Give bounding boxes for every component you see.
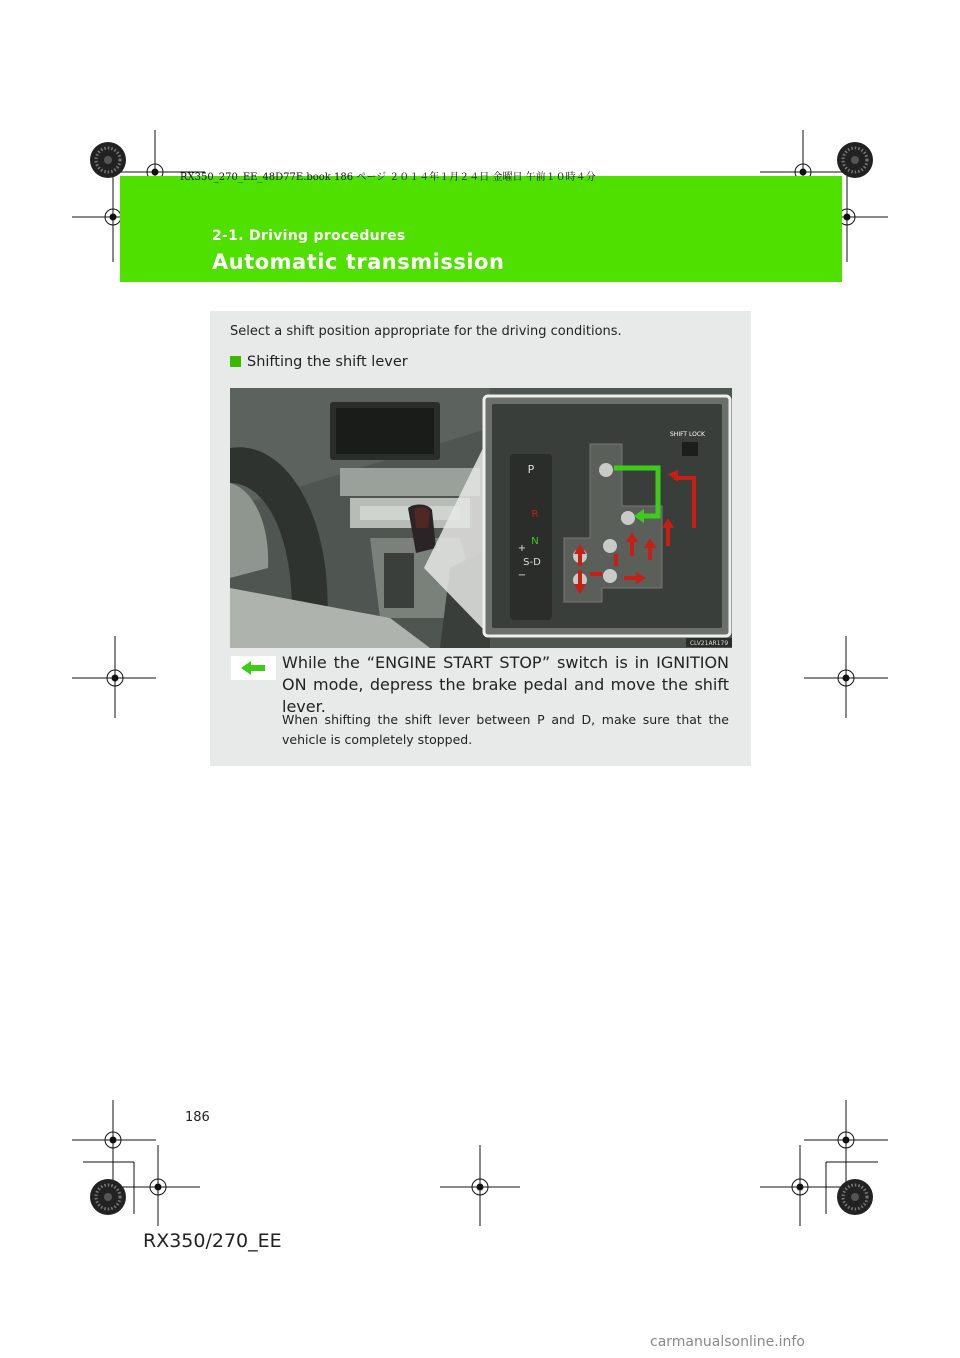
starburst-dial-br xyxy=(837,1179,873,1215)
subheading xyxy=(230,354,408,370)
starburst-dial-tl xyxy=(90,142,126,178)
gate-label-n: N xyxy=(531,536,539,547)
starburst-dial-tr xyxy=(837,142,873,178)
bullet-square-icon xyxy=(230,356,241,367)
gate-label-r: R xyxy=(531,509,539,520)
shift-lever-illustration xyxy=(230,388,732,648)
page-number: 186 xyxy=(185,1110,210,1125)
model-code: RX350/270_EE xyxy=(143,1230,282,1252)
page-title: Automatic transmission xyxy=(212,250,505,274)
gate-label-plus: + xyxy=(517,543,527,554)
watermark: carmanualsonline.info xyxy=(650,1334,805,1350)
figure-code: CLV21AR179 xyxy=(689,640,729,647)
section-label: 2-1. Driving procedures xyxy=(212,228,406,244)
instruction-text: While the “ENGINE START STOP” switch is in IGNITION ON mode, depress the brake pedal and move the shift lever. xyxy=(282,653,729,716)
intro-text: Select a shift position appropriate for the driving conditions. xyxy=(230,324,622,339)
file-stamp: RX350_270_EE_48D77E.book 186 ページ ２０１４年１月２４日 金曜日 午前１０時４分 xyxy=(180,172,596,183)
shift-lock-label: SHIFT LOCK xyxy=(670,431,705,438)
gate-label-p: P xyxy=(527,463,535,476)
starburst-dial-bl xyxy=(90,1179,126,1215)
green-arrow-legend-icon xyxy=(231,656,276,680)
note-text: When shifting the shift lever between P and D, make sure that the vehicle is completely stopped. xyxy=(282,712,729,747)
gate-label-sd: S-D xyxy=(523,557,541,568)
gate-label-minus: − xyxy=(517,570,527,581)
subheading-text: Shifting the shift lever xyxy=(247,354,408,370)
